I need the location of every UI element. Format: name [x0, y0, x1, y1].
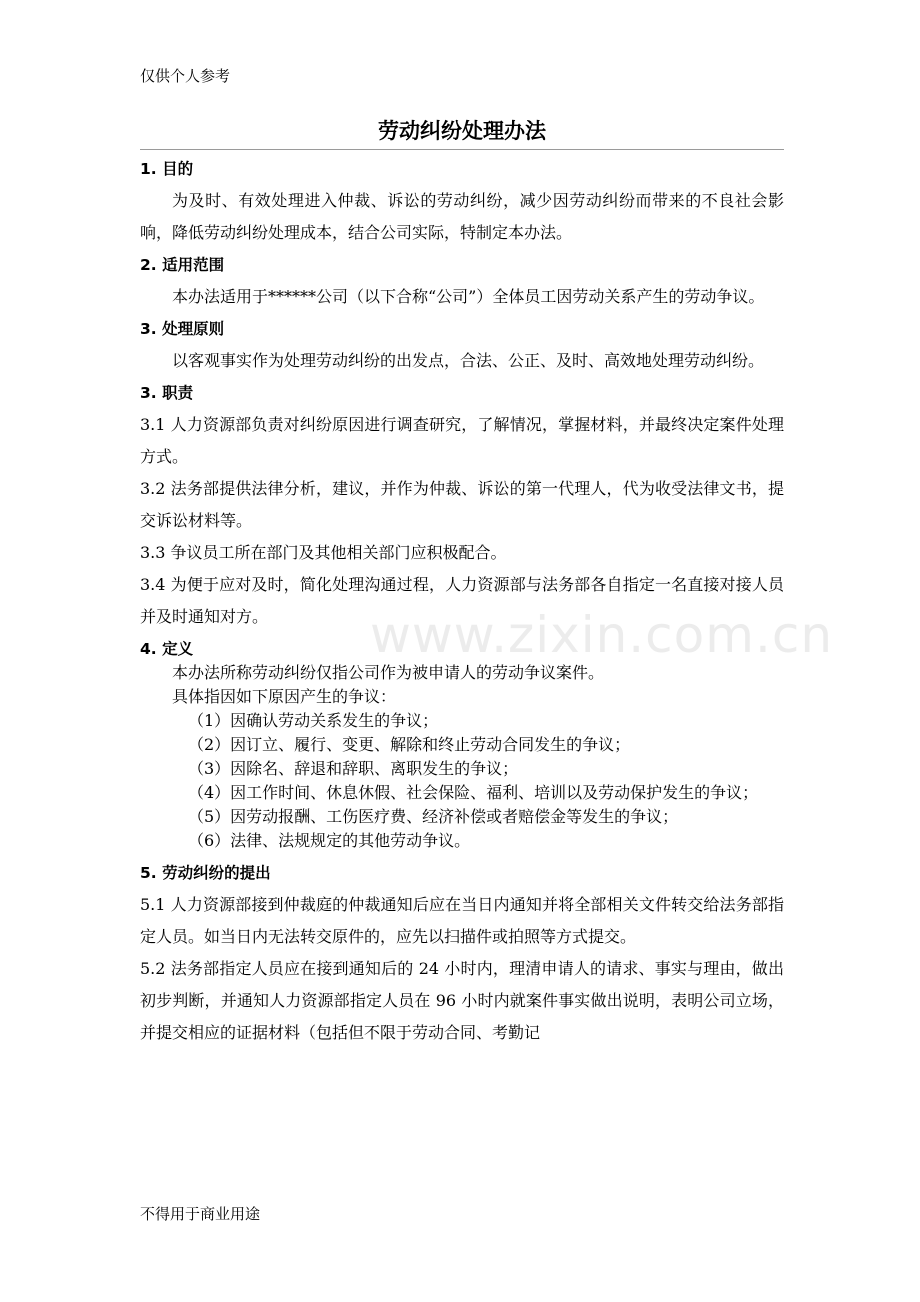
- paragraph: 具体指因如下原因产生的争议：: [172, 687, 397, 706]
- paragraph: 本办法所称劳动纠纷仅指公司作为被申请人的劳动争议案件。: [172, 663, 605, 682]
- list-item: （4）因工作时间、休息休假、社会保险、福利、培训以及劳动保护发生的争议；: [188, 783, 759, 802]
- list-item: （1）因确认劳动关系发生的争议；: [188, 711, 439, 730]
- list-item: 5.2 法务部指定人员应在接到通知后的 24 小时内，理清申请人的请求、事实与理由，做出初步判断，并通知人力资源部指定人员在 96 小时内就案件事实做出说明，表明公司立场，并提交相应的证据材料（包括但不限于劳动合同、考勤记: [140, 959, 784, 1042]
- list-item: 5.1 人力资源部接到仲裁庭的仲裁通知后应在当日内通知并将全部相关文件转交给法务部指定人员。如当日内无法转交原件的，应先以扫描件或拍照等方式提交。: [140, 895, 784, 946]
- section-heading-purpose: 1. 目的: [140, 160, 194, 178]
- list-item: （2）因订立、履行、变更、解除和终止劳动合同发生的争议；: [188, 735, 631, 754]
- header-note: 仅供个人参考: [140, 67, 231, 85]
- paragraph: 为及时、有效处理进入仲裁、诉讼的劳动纠纷，减少因劳动纠纷而带来的不良社会影响，降低劳动纠纷处理成本，结合公司实际，特制定本办法。: [140, 191, 784, 242]
- section-heading-principles: 3. 处理原则: [140, 320, 225, 338]
- list-item: 3.4 为便于应对及时，简化处理沟通过程，人力资源部与法务部各自指定一名直接对接人员并及时通知对方。: [140, 575, 784, 626]
- list-item: （5）因劳动报酬、工伤医疗费、经济补偿或者赔偿金等发生的争议；: [188, 807, 679, 826]
- section-heading-dispute-submission: 5. 劳动纠纷的提出: [140, 864, 271, 882]
- document-body: [140, 153, 784, 1049]
- list-item: 3.2 法务部提供法律分析，建议，并作为仲裁、诉讼的第一代理人，代为收受法律文书，提交诉讼材料等。: [140, 479, 784, 530]
- section-heading-definitions: 4. 定义: [140, 640, 194, 658]
- section-heading-scope: 2. 适用范围: [140, 256, 225, 274]
- paragraph: 本办法适用于******公司（以下合称“公司”）全体员工因劳动关系产生的劳动争议。: [172, 287, 765, 306]
- section-heading-responsibilities: 3. 职责: [140, 384, 194, 402]
- list-item: 3.3 争议员工所在部门及其他相关部门应积极配合。: [140, 543, 507, 562]
- watermark: www.zixin.com.cn: [370, 606, 834, 664]
- list-item: （3）因除名、辞退和辞职、离职发生的争议；: [188, 759, 519, 778]
- list-item: （6）法律、法规规定的其他劳动争议。: [188, 831, 471, 850]
- footer-note: 不得用于商业用途: [140, 1205, 261, 1223]
- list-item: 3.1 人力资源部负责对纠纷原因进行调查研究，了解情况，掌握材料，并最终决定案件处理方式。: [140, 415, 784, 466]
- document-title: 劳动纠纷处理办法: [140, 117, 784, 150]
- paragraph: 以客观事实作为处理劳动纠纷的出发点，合法、公正、及时、高效地处理劳动纠纷。: [172, 351, 765, 370]
